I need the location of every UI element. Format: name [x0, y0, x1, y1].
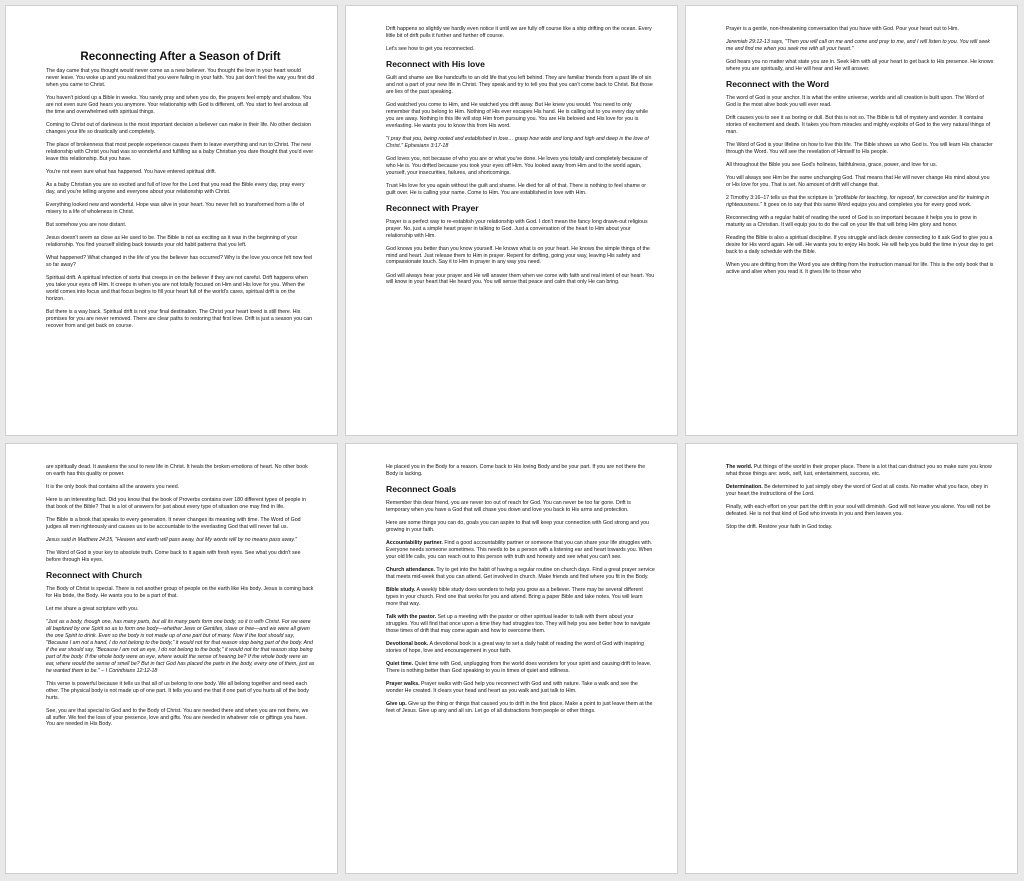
paragraph: It is the only book that contains all the answers you need.	[46, 484, 180, 490]
goal-item	[386, 614, 655, 635]
paragraph: You haven't picked up a Bible in weeks. You rarely pray and when you do, the prayers feel empty and shallow. You are not even sure God hears you anymore. Your relationship with God is different, off. You start to feel anxious all the time and overwhelmed with spiritual things.	[46, 94, 312, 115]
paragraph: Guilt and shame are like handcuffs to an old life that you left behind. They are familiar friends from a past life of sin and not a part of your new life in Christ. They speak and try to tell you that you can't come back to Christ. But those are lies of the past speaking.	[386, 75, 653, 95]
paragraph: Coming to Christ out of darkness is the most important decision a believer can make in their life. No other decision changes your life so drastically and completely.	[46, 121, 311, 135]
paragraph: The Body of Christ is special. There is not another group of people on the earth like His body. Jesus is coming back for His bride, the Body. He wants you to be a part of that.	[46, 586, 314, 600]
document-page-6	[685, 443, 1018, 874]
goal-term: Prayer walks.	[386, 680, 420, 687]
document-title: Reconnecting After a Season of Drift	[80, 51, 281, 63]
paragraph: Let me share a great scripture with you.	[46, 606, 139, 613]
paragraph: The Word of God is your lifeline on how to live this life. The Bible shows us who God is. You will learn His character through the Word. You will see the revelation of Himself to His people.	[726, 142, 993, 155]
goal-item	[386, 701, 655, 715]
paragraph: Stop the drift. Restore your faith in God today.	[726, 524, 833, 530]
paragraph: The day came that you thought would never come as a new believer. You thought the love in your heart would never leave. You woke up and you realized that you were failing in your faith. You just don't feel the way you first did when you came to Christ.	[46, 68, 315, 88]
paragraph: God watched you come to Him, and He watched you drift away. But He knew you would. You need to only remember that you belong to Him. Nothing of His ever escapes His hand. He is calling out to you every day while you are away. Nothing in this life will stop Him from pursuing you. You are His beloved and His love for you is everlasting. He wants you to know this from His word.	[386, 102, 649, 129]
goal-item	[386, 567, 655, 581]
paragraph: All throughout the Bible you see God's holiness, faithfulness, grace, power, and love for us.	[726, 162, 938, 168]
paragraph: God will always hear your prayer and He will answer them when we come with faith and real intent of our heart. You will know in your heart that He heard you. You will sense that peace and calm that only He can bring.	[386, 272, 655, 286]
goal-term: Give up.	[386, 700, 407, 707]
paragraph: Let's see how to get you reconnected.	[386, 46, 475, 52]
paragraph: Drift causes you to see it as boring or dull. But this is not so. The Bible is full of mystery and wonder. It contains stories of excitement and death. It takes you from miracles and mighty exploits of God to the very natural things of man.	[726, 115, 991, 135]
goal-item	[386, 681, 655, 695]
goal-text: Set up a meeting with the pastor or other spiritual leader to talk with them about your struggles. You will find that once upon a time they had struggles too. They will help you see better how to navigate those times of drift that may come again and how to overcome them.	[386, 613, 651, 634]
goal-term: Devotional book.	[386, 640, 429, 647]
goal-item	[386, 661, 655, 675]
paragraph: Here are some things you can do, goals you can aspire to that will keep your connection with God strong and you growing in your faith.	[386, 520, 649, 533]
goal-text: A weekly bible study does wonders to help you grow as a believer. There may be several different types in your church. Find one that works for you and attend. Bring a paper Bible and take notes. You will learn more that way.	[386, 586, 643, 607]
paragraph: This verse is powerful because it tells us that all of us belong to one body. We all belong together and need each other. The physical body is not made up of one part. It tells you and me that if one part of you hurts all of the body hurts.	[46, 680, 309, 701]
scripture-quote: "Just as a body, though one, has many parts, but all its many parts form one body, so it is with Christ. For we were all baptized by one Spirit so as to form one body—whether Jews or Gentiles, slave or free—and we were all given the one Spirit to drink. Even so the body is not made up of one part but of many. Now if the foot should say, "Because I am not a hand, I do not belong to the body," it would not for that reason stop being part of the body. And if the ear should say, "Because I am not an eye, I do not belong to the body," it would not for that reason stop being part of the body. If the whole body were an eye, where would the sense of hearing be? If the whole body were an ear, where would the sense of smell be? But in fact God has placed the parts in the body, every one of them, just as he wanted them to be." – I Corinthians 12:12-18	[46, 619, 315, 674]
goal-item	[386, 641, 655, 655]
paragraph: Here is an interesting fact. Did you know that the book of Proverbs contains over 180 different types of people in that book of the Bible? That is a lot of answers for just about every type of situation one may find in life.	[46, 497, 306, 510]
goal-term: Accountability partner.	[386, 540, 443, 546]
document-page-1	[5, 5, 338, 436]
paragraph: He placed you in the Body for a reason. Come back to His loving Body and be your part. If you are not there the Body is lacking.	[386, 464, 646, 477]
paragraph: You're not even sure what has happened. You have entered spiritual drift.	[46, 168, 217, 175]
paragraph: Trust His love for you again without the guilt and shame. He died for all of that. There is nothing to feel shame or guilt over. He is calling your name. Come to Him. You are established in love with Him.	[386, 182, 647, 196]
paragraph: The word of God is your anchor. It is what the entire universe, worlds and all creation is built upon. The Word of God is the most alive book you will ever read.	[726, 95, 984, 108]
goal-item	[726, 484, 995, 498]
paragraph: Prayer is a gentle, non-threatening conversation that you have with God. Pour your heart out to Him.	[726, 26, 959, 32]
goal-text: A devotional book is a great way to set a daily habit of reading the word of God with inspiring stories of hope, love and encouragement in your faith.	[386, 640, 644, 654]
scripture-quote: Jesus said in Matthew 24:25, "Heaven and earth will pass away, but My words will by no means pass away."	[46, 537, 297, 544]
goal-term: Quiet time.	[386, 660, 414, 667]
text-run: It goes on to say that this same Word equips you and completes you for every good work.	[762, 202, 972, 208]
scripture-inline-quote: "profitable for teaching, for reproof, for correction and for training in righteousness."	[726, 195, 990, 208]
goal-item	[726, 464, 995, 478]
text-run: 2 Timothy 3:16–17 tells us that the scripture is	[726, 195, 835, 202]
goal-term: Church attendance.	[386, 566, 436, 573]
section-heading: Reconnect with the Word	[726, 79, 829, 90]
goal-text: Be determined to just simply obey the word of God at all costs. No matter what you face, obey in your heart the instructions of the Lord.	[726, 484, 988, 497]
paragraph: But there is a way back. Spiritual drift is not your final destination. The Christ your heart loved is still there. His promises for you are never removed. There are clear paths to restoring that first love. Drift is just a season you can recover from and get back on course.	[46, 308, 313, 329]
paragraph: Prayer is a perfect way to re-establish your relationship with God. I don't mean the fancy long drawn-out religious prayer. No, just a simple heart prayer in talking to God. Just a conversation of the heart to Him about your relationship with Him.	[386, 218, 648, 239]
paragraph: But somehow you are now distant.	[46, 221, 127, 228]
goal-term: Talk with the pastor.	[386, 613, 437, 620]
scripture-quote: Jeremiah 29:12-13 says, "Then you will call on me and come and pray to me, and I will listen to you. You will seek me and find me when you seek me with all your heart."	[726, 39, 990, 52]
document-page-5	[345, 443, 678, 874]
paragraph: Drift happens so slightly we hardly even notice it until we are fully off course like a ship drifting on the ocean. Every little bit of drift pulls it further and further off course.	[386, 26, 652, 39]
paragraph: As a baby Christian you are so excited and full of love for the Lord that you read the Bible every day, pray every day, and you're telling anyone and everyone about your relationship with Christ.	[46, 181, 305, 195]
paragraph: Jesus doesn't seem as close as He used to be. The Bible is not as exciting as it was in the beginning of your relationship. You find yourself sliding back towards your old habit patterns that you left.	[46, 234, 298, 248]
paragraph: The Bible is a book that speaks to every generation. It never changes its meaning with time. The Word of God judges all men righteously and causes us to be accountable to the everlasting God that will never fail us.	[46, 517, 301, 530]
goal-term: Bible study.	[386, 586, 416, 593]
scripture-quote: "I pray that you, being rooted and established in love… grasp how wide and long and high and deep is the love of Christ." Ephesians 3:17-18	[386, 135, 649, 149]
paragraph	[726, 195, 995, 209]
goal-text: Try to get into the habit of having a regular routine on church days. Find a great prayer service that meets mid-week that you can attend. Get involved in church. Make friends and find where you fit in the Body.	[386, 566, 655, 580]
paragraph: God hears you no matter what state you are in. Seek Him with all your heart to get back to His presence. He knows where you are spiritually, and He will hear and He will answer.	[726, 59, 994, 72]
document-page-3	[685, 5, 1018, 436]
section-heading: Reconnect Goals	[386, 484, 457, 494]
paragraph: Spiritual drift. A spiritual infection of sorts that creeps in on the believer if they are not careful. Drift happens when you take your eyes off Him. It creeps in when you are not totally focused on Him and His love for you. When the world comes into focus and that focus begins to fill your heart full of the world's cares, spiritual drift is on the horizon.	[46, 274, 308, 302]
paragraph: When you are drifting from the Word you are drifting from the instruction manual for life. This is the only book that is active and alive when you read it. It gives life to those who	[726, 262, 994, 275]
goal-item	[386, 587, 655, 608]
goal-text: Quiet time with God, unplugging from the world does wonders for your spirit and causing drift to leave. There is nothing better than God speaking to you in times of quiet and stillness.	[386, 660, 652, 674]
goal-text: Prayer walks with God help you reconnect with God and with nature. Take a walk and see the wonder He created. It clears your head and heart as you walk and just talk to Him.	[386, 680, 638, 694]
goal-text: Put things of the world in their proper place. There is a lot that can distract you so make sure you know what those things are: work, self, lust, entertainment, success, etc.	[726, 464, 992, 477]
goal-text: Find a good accountability partner or someone that you can share your life struggles with. Everyone needs someone sometimes. This needs to be a person with a listening ear and heart towards you. When your old life calls, you can reach out to this person with truth and honesty and see what you can't see.	[386, 540, 653, 560]
paragraph: The Word of God is your key to absolute truth. Come back to it again with fresh eyes. See what you didn't see before through His eyes.	[46, 550, 301, 564]
paragraph: See, you are that special to God and to the Body of Christ. You are needed there and when you are not there, we all suffer. We feel the loss of your presence, love and gifts. You are needed in whatever role or giftings you have. You are needed in His Body.	[46, 707, 309, 728]
document-page-2	[345, 5, 678, 436]
goal-term: The world.	[726, 464, 753, 470]
paragraph: Reading the Bible is also a spiritual discipline. If you struggle and lack desire connecting to it ask God to give you a desire for His word again. He will. He wants you to enjoy His book. He will help you build the time in your day to get back to a daily schedule with the Bible.	[726, 235, 994, 255]
section-heading: Reconnect with Church	[46, 570, 142, 581]
paragraph: Everything looked new and wonderful. Hope was alive in your heart. You never felt so transformed from a life of misery to a life of wholeness in Christ.	[46, 201, 304, 215]
goal-text: Give up the thing or things that caused you to drift in the first place. Make a point to just leave them at the feet of Jesus. Give up any and all sin. Let go of all distractions from people or other things.	[386, 700, 653, 714]
goal-term: Determination.	[726, 484, 763, 490]
goal-item	[386, 540, 655, 561]
paragraph: God loves you, not because of who you are or what you've done. He loves you totally and completely because of who He is. You drifted because you took your eyes off Him. You looked away from Him and to the world again, yourself, your insecurities, failures, and shortcomings.	[386, 155, 648, 176]
paragraph: are spiritually dead. It awakens the soul to new life in Christ. It heals the broken emotions of heart. No other book on earth has this quality or power.	[46, 464, 308, 477]
section-heading: Reconnect with Prayer	[386, 202, 479, 213]
paragraph: Finally, with each effort on your part the drift in your soul will diminish. God will not leave you alone. You will not be defeated. He is not that kind of God who invests in you and then leaves you.	[726, 504, 991, 517]
paragraph: You will always see Him be the same unchanging God. That means that He will never change His mind about you or His love for you. That is set. No amount of drift will change that.	[726, 175, 990, 188]
section-heading: Reconnect with His love	[386, 59, 485, 70]
paragraph: Remember this dear friend, you are never too out of reach for God. You can never be too far gone. Drift is temporary when you have a God that will chase you down and love you back to His arms and protection.	[386, 500, 631, 513]
paragraph: God knows you better than you know yourself. He knows what is on your heart. He knows the simple things of the mind and heart. Just release them to Him in prayer. Repent for drifting, going your way, leaving His safety and compassionate touch. Say it to Him in prayer in any way you need.	[386, 245, 650, 266]
paragraph: Reconnecting with a regular habit of reading the word of God is so important because it helps you to grow in maturity as a Christian. It will equip you to do the call on your life that will bring Him glory and honor.	[726, 215, 977, 228]
paragraph: The place of brokenness that most people experience causes them to leave everything and run to Christ. The new relationship with Christ you had was so wonderful and fulfilling as a baby Christian you dare thought that you'd ever leave this relationship. But you have.	[46, 141, 314, 162]
document-page-4	[5, 443, 338, 874]
paragraph: What happened? What changed in the life of you the believer has occurred? Why is the love you once felt now feel so far away?	[46, 254, 313, 268]
